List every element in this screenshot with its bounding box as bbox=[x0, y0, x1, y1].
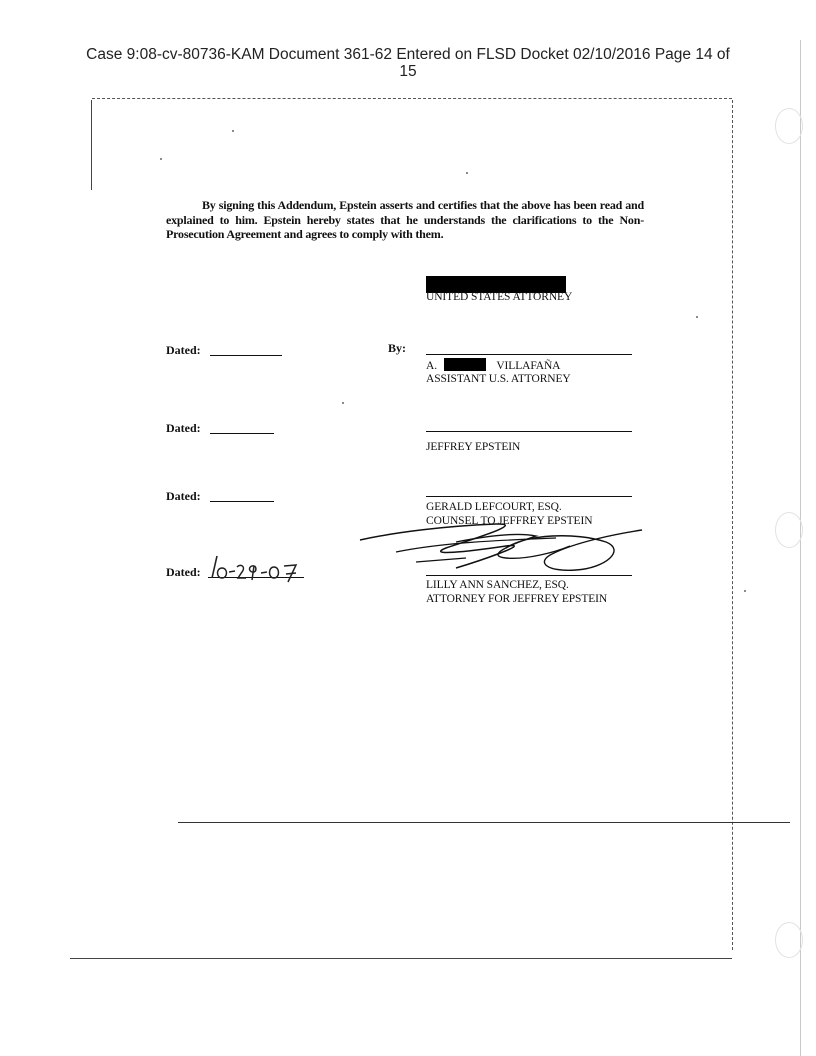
scan-speck bbox=[744, 590, 746, 592]
punch-hole bbox=[775, 922, 803, 958]
signature-line bbox=[426, 354, 632, 355]
lefcourt-title: COUNSEL TO JEFFREY EPSTEIN bbox=[426, 515, 593, 527]
date-blank-line bbox=[210, 501, 274, 502]
dated-label: Dated: bbox=[166, 343, 201, 357]
epstein-name: JEFFREY EPSTEIN bbox=[426, 441, 521, 453]
sanchez-name: LILLY ANN SANCHEZ, ESQ. bbox=[426, 579, 569, 591]
scan-border-top bbox=[92, 98, 732, 99]
villafana-name-line bbox=[426, 358, 560, 373]
scan-speck bbox=[160, 158, 162, 160]
case-header bbox=[0, 46, 816, 80]
signature-line bbox=[426, 496, 632, 497]
handwritten-date bbox=[208, 552, 312, 584]
punch-hole bbox=[775, 108, 803, 144]
redaction-box bbox=[444, 358, 486, 371]
dated-label: Dated: bbox=[166, 565, 201, 579]
us-attorney-title: UNITED STATES ATTORNEY bbox=[426, 291, 573, 303]
date-blank-line bbox=[210, 433, 274, 434]
scan-speck bbox=[342, 402, 344, 404]
scan-border-left bbox=[91, 100, 92, 190]
villafana-title: ASSISTANT U.S. ATTORNEY bbox=[426, 373, 571, 385]
date-blank-line bbox=[210, 355, 282, 356]
dated-label: Dated: bbox=[166, 489, 201, 503]
villafana-surname: VILLAFAÑA bbox=[496, 360, 561, 372]
signature-scribble bbox=[356, 512, 646, 576]
dated-label: Dated: bbox=[166, 421, 201, 435]
signature-line bbox=[426, 431, 632, 432]
villafana-initial: A. bbox=[426, 360, 437, 372]
lefcourt-name: GERALD LEFCOURT, ESQ. bbox=[426, 501, 562, 513]
certification-paragraph: By signing this Addendum, Epstein asserts and certifies that the above has been read and explained to him. Epstein hereby states that he understands the clarifications to the Non-Prosecution Agreement and agrees to comply with them. bbox=[166, 198, 644, 241]
scan-speck bbox=[232, 130, 234, 132]
punch-hole bbox=[775, 512, 803, 548]
signature-line bbox=[426, 575, 632, 576]
scan-border-bottom bbox=[70, 958, 732, 959]
sanchez-title: ATTORNEY FOR JEFFREY EPSTEIN bbox=[426, 593, 608, 605]
horizontal-rule bbox=[178, 822, 790, 823]
case-header-page-continuation: 15 bbox=[399, 63, 417, 80]
by-label: By: bbox=[388, 341, 406, 355]
scan-speck bbox=[696, 316, 698, 318]
case-header-line: Case 9:08-cv-80736-KAM Document 361-62 Entered on FLSD Docket 02/10/2016 Page 14 of bbox=[86, 46, 730, 63]
scan-speck bbox=[466, 172, 468, 174]
scan-page-edge bbox=[800, 40, 801, 1056]
